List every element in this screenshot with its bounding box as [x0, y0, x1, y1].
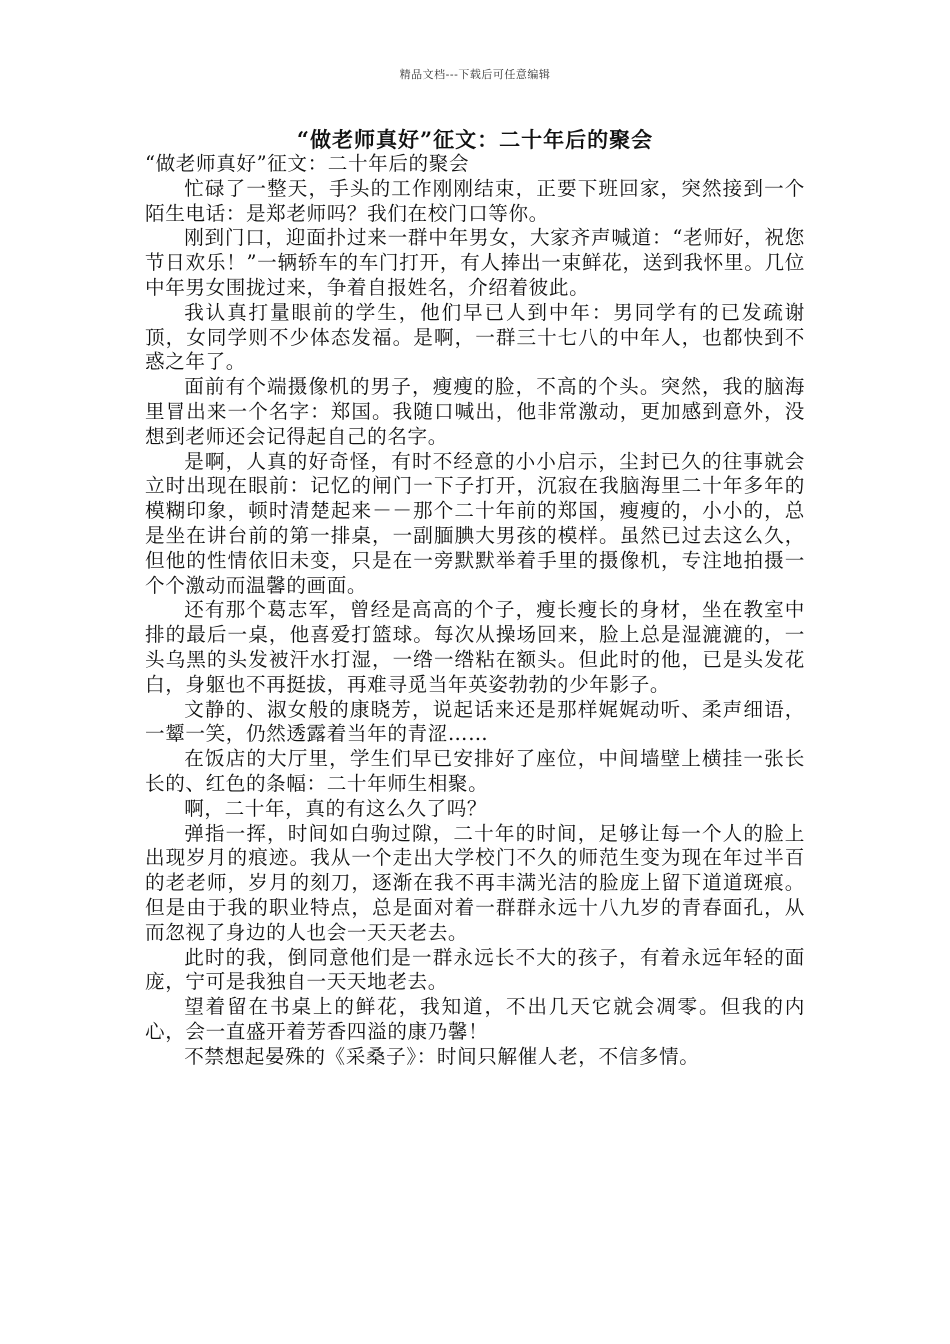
- paragraph: 望着留在书桌上的鲜花，我知道，不出几天它就会凋零。但我的内心，会一直盛开着芳香四溢的康乃馨！: [145, 995, 805, 1043]
- header-note: 精品文档---下载后可任意编辑: [399, 68, 551, 81]
- document-title: “做老师真好”征文：二十年后的聚会: [296, 127, 654, 152]
- paragraph: 文静的、淑女般的康晓芳，说起话来还是那样娓娓动听、柔声细语，一颦一笑，仍然透露着当年的青涩……: [145, 697, 805, 746]
- paragraph: 弹指一挥，时间如白驹过隙，二十年的时间，足够让每一个人的脸上出现岁月的痕迹。我从一个走出大学校门不久的师范生变为现在年过半百的老老师，岁月的刻刀，逐渐在我不再丰满光洁的脸庞上留下道道斑痕。但是由于我的职业特点，总是面对着一群群永远十八九岁的青春面孔，从而忽视了身边的人也会一天天老去。: [145, 821, 805, 944]
- paragraph: 是啊，人真的好奇怪，有时不经意的小小启示，尘封已久的往事就会立时出现在眼前：记忆的闸门一下子打开，沉寂在我脑海里二十年多年的模糊印象，顿时清楚起来－－那个二十年前的郑国，瘦瘦的，小小的，总是坐在讲台前的第一排桌，一副腼腆大男孩的模样。虽然已过去这么久，但他的性情依旧未变，只是在一旁默默举着手里的摄像机，专注地拍摄一个个激动而温馨的画面。: [145, 449, 805, 597]
- document-subtitle: “做老师真好”征文：二十年后的聚会: [145, 152, 470, 175]
- paragraph: 啊，二十年，真的有这么久了吗？: [184, 796, 488, 820]
- paragraph: 面前有个端摄像机的男子，瘦瘦的脸，不高的个头。突然，我的脑海里冒出来一个名字：郑国。我随口喊出，他非常激动，更加感到意外，没想到老师还会记得起自己的名字。: [145, 375, 805, 448]
- document-body: [145, 152, 805, 1069]
- paragraph: 忙碌了一整天，手头的工作刚刚结束，正要下班回家，突然接到一个陌生电话：是郑老师吗？我们在校门口等你。: [145, 176, 805, 225]
- paragraph: 还有那个葛志军，曾经是高高的个子，瘦长瘦长的身材，坐在教室中排的最后一桌，他喜爱打篮球。每次从操场回来，脸上总是湿漉漉的，一头乌黑的头发被汗水打湿，一绺一绺粘在额头。但此时的他，已是头发花白，身躯也不再挺拔，再难寻觅当年英姿勃勃的少年影子。: [145, 598, 805, 696]
- paragraph: 我认真打量眼前的学生，他们早已人到中年：男同学有的已发疏谢顶，女同学则不少体态发福。是啊，一群三十七八的中年人，也都快到不惑之年了。: [145, 300, 805, 374]
- paragraph: 此时的我，倒同意他们是一群永远长不大的孩子，有着永远年轻的面庞，宁可是我独自一天天地老去。: [145, 945, 805, 994]
- paragraph: 不禁想起晏殊的《采桑子》：时间只解催人老，不信多情。: [184, 1044, 700, 1068]
- paragraph: 在饭店的大厅里，学生们早已安排好了座位，中间墙壁上横挂一张长长的、红色的条幅：二十年师生相聚。: [145, 747, 805, 795]
- paragraph: 刚到门口，迎面扑过来一群中年男女，大家齐声喊道：“老师好，祝您节日欢乐！”一辆轿车的车门打开，有人捧出一束鲜花，送到我怀里。几位中年男女围拢过来，争着自报姓名，介绍着彼此。: [145, 226, 805, 299]
